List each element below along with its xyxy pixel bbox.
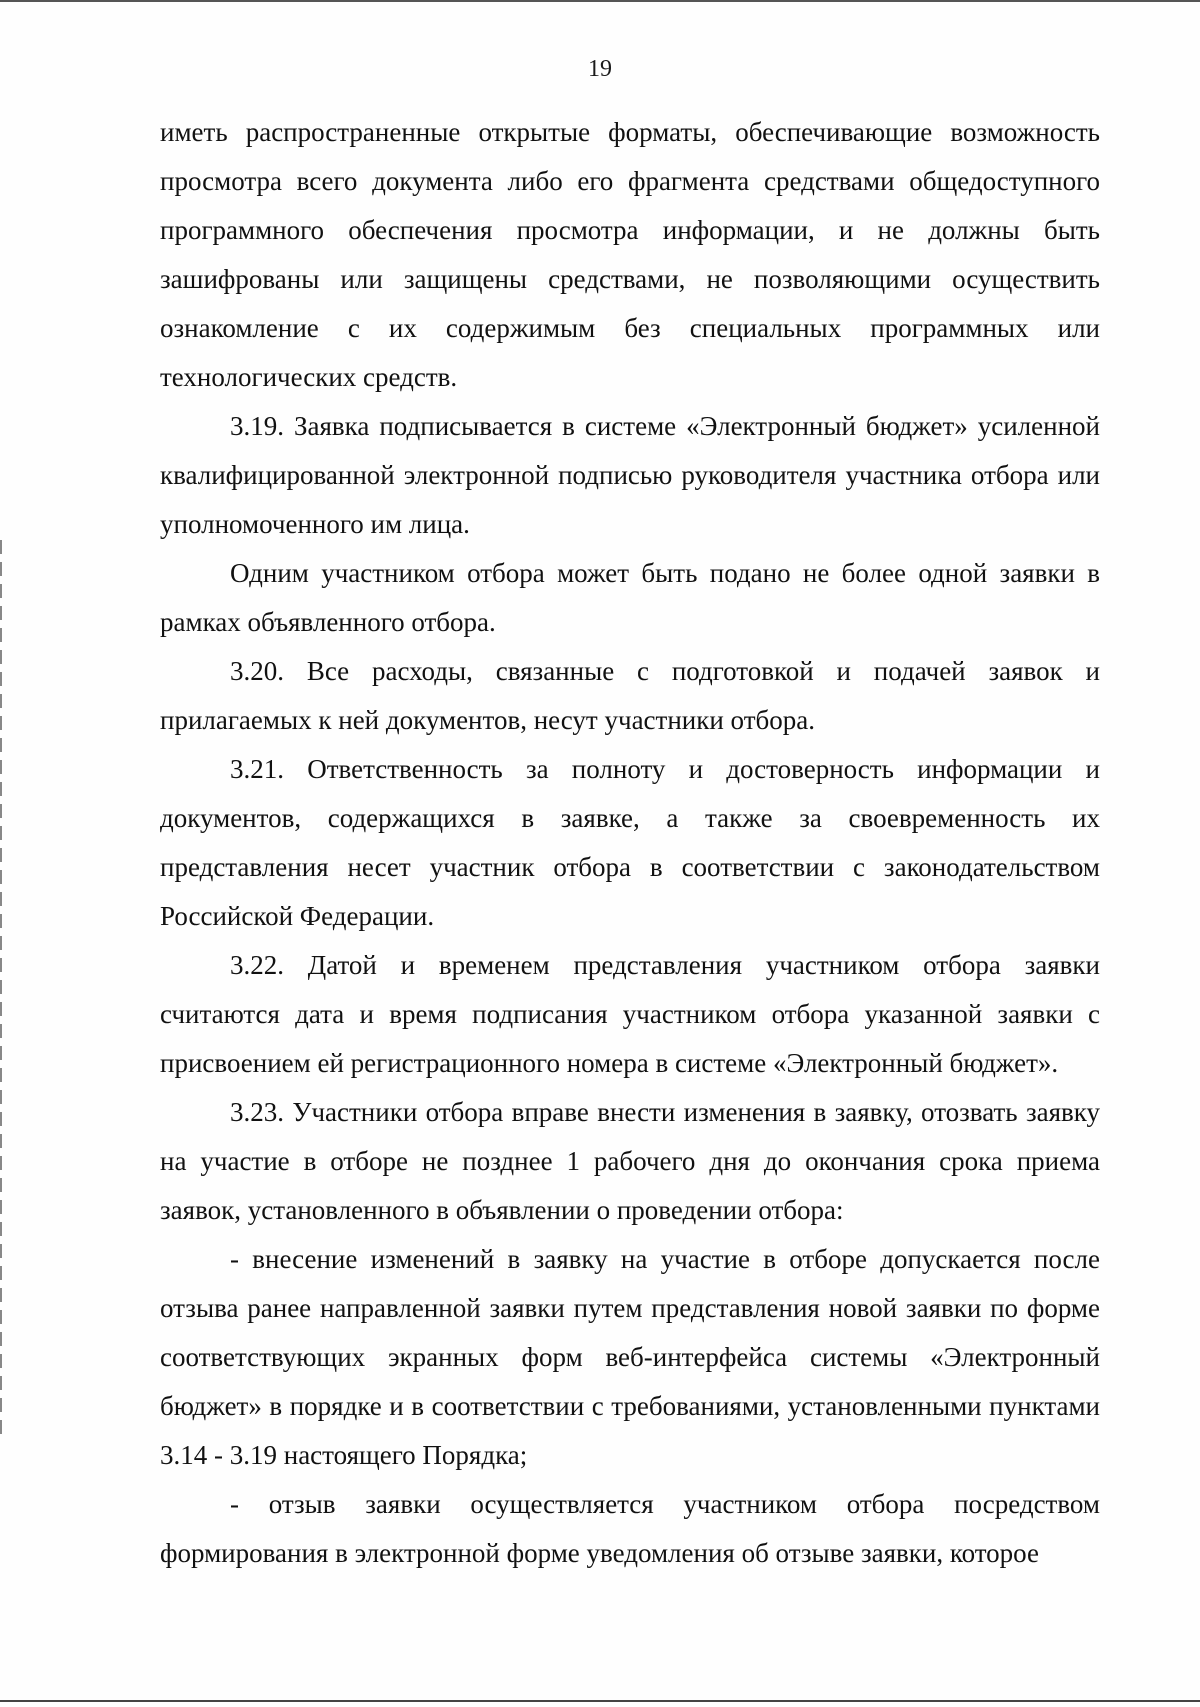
paragraph-withdrawal: - отзыв заявки осуществляется участником отбора посредством формирования в электронной форме уведомления об отзыве заявки, которое xyxy=(160,1489,1100,1568)
paragraph-single-application: Одним участником отбора может быть подано не более одной заявки в рамках объявленного отбора. xyxy=(160,558,1100,637)
scan-edge-left xyxy=(0,540,2,1440)
paragraph-3-20: 3.20. Все расходы, связанные с подготовкой и подачей заявок и прилагаемых к ней документов, несут участники отбора. xyxy=(160,656,1100,735)
paragraph-3-21: 3.21. Ответственность за полноту и достоверность информации и документов, содержащихся в заявке, а также за своевременность их представления несет участник отбора в соответствии с законодательством Российской Федерации. xyxy=(160,754,1100,931)
page-number: 19 xyxy=(588,56,612,82)
scan-edge-bottom xyxy=(0,1700,1200,1702)
paragraph-continued: иметь распространенные открытые форматы, обеспечивающие возможность просмотра всего документа либо его фрагмента средствами общедоступного программного обеспечения просмотра информации, и не должны быть зашифрованы или защищены средствами, не позволяющими осуществить ознакомление с их содержимым без специальных программных или технологических средств. xyxy=(160,117,1100,392)
paragraph-3-19: 3.19. Заявка подписывается в системе «Электронный бюджет» усиленной квалифицированной электронной подписью руководителя участника отбора или уполномоченного им лица. xyxy=(160,411,1100,539)
paragraph-amendment: - внесение изменений в заявку на участие в отборе допускается после отзыва ранее направленной заявки путем представления новой заявки по форме соответствующих экранных форм веб-интерфейса системы «Электронный бюджет» в порядке и в соответствии с требованиями, установленными пунктами 3.14 - 3.19 настоящего Порядка; xyxy=(160,1244,1100,1470)
paragraph-3-23: 3.23. Участники отбора вправе внести изменения в заявку, отозвать заявку на участие в отборе не позднее 1 рабочего дня до окончания срока приема заявок, установленного в объявлении о проведении отбора: xyxy=(160,1097,1100,1225)
document-body xyxy=(160,108,1100,1578)
paragraph-3-22: 3.22. Датой и временем представления участником отбора заявки считаются дата и время подписания участником отбора указанной заявки с присвоением ей регистрационного номера в системе «Электронный бюджет». xyxy=(160,950,1100,1078)
scan-edge-top xyxy=(0,0,1200,2)
